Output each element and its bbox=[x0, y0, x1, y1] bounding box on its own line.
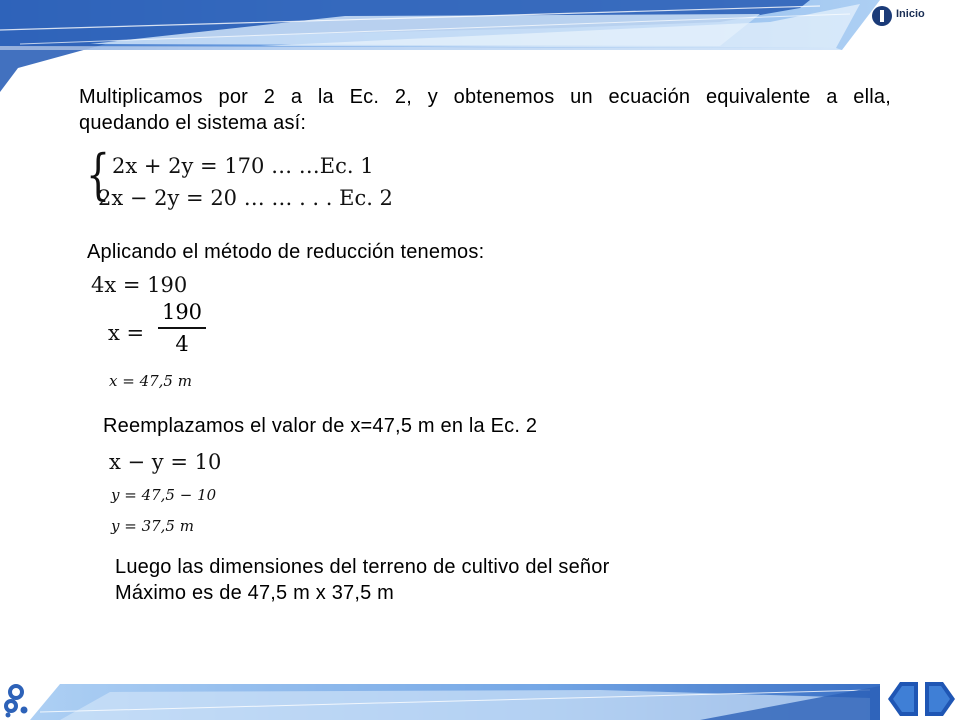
fraction-numerator: 190 bbox=[161, 300, 203, 324]
logo-icon bbox=[2, 684, 32, 718]
intro-line-1: Multiplicamos por 2 a la Ec. 2, y obtenemos un ecuación equivalente a ella, bbox=[79, 86, 891, 108]
reduction-paragraph: Aplicando el método de reducción tenemos: bbox=[87, 241, 485, 263]
reduction-step-1: 4x = 190 bbox=[91, 273, 188, 297]
reduction-step-2-lhs: x = bbox=[108, 321, 145, 345]
replace-paragraph: Reemplazamos el valor de x=47,5 m en la Ec. 2 bbox=[103, 415, 538, 437]
substitution-step-1: x − y = 10 bbox=[109, 450, 222, 474]
next-button[interactable] bbox=[923, 680, 957, 718]
home-icon[interactable] bbox=[872, 6, 892, 26]
conclusion-line-1: Luego las dimensiones del terreno de cultivo del señor bbox=[115, 556, 610, 578]
intro-line-2: quedando el sistema así: bbox=[79, 112, 307, 134]
substitution-step-2: y = 47,5 − 10 bbox=[111, 486, 217, 504]
system-brace: { bbox=[86, 143, 111, 206]
previous-button[interactable] bbox=[886, 680, 920, 718]
system-equation-1: 2x + 2y = 170 … …Ec. 1 bbox=[112, 154, 374, 178]
intro-paragraph bbox=[79, 84, 891, 136]
bottom-banner bbox=[30, 684, 880, 720]
top-banner bbox=[0, 0, 880, 92]
substitution-step-3: y = 37,5 m bbox=[111, 517, 194, 535]
fraction-bar bbox=[158, 327, 206, 329]
reduction-fraction bbox=[158, 300, 206, 356]
conclusion-paragraph bbox=[115, 554, 609, 606]
conclusion-line-2: Máximo es de 47,5 m x 37,5 m bbox=[115, 582, 395, 604]
reduction-step-3: x = 47,5 m bbox=[109, 372, 192, 390]
system-equation-2: 2x − 2y = 20 … … . . . Ec. 2 bbox=[98, 186, 393, 210]
fraction-denominator: 4 bbox=[175, 332, 189, 356]
home-label[interactable]: Inicio bbox=[896, 8, 925, 20]
